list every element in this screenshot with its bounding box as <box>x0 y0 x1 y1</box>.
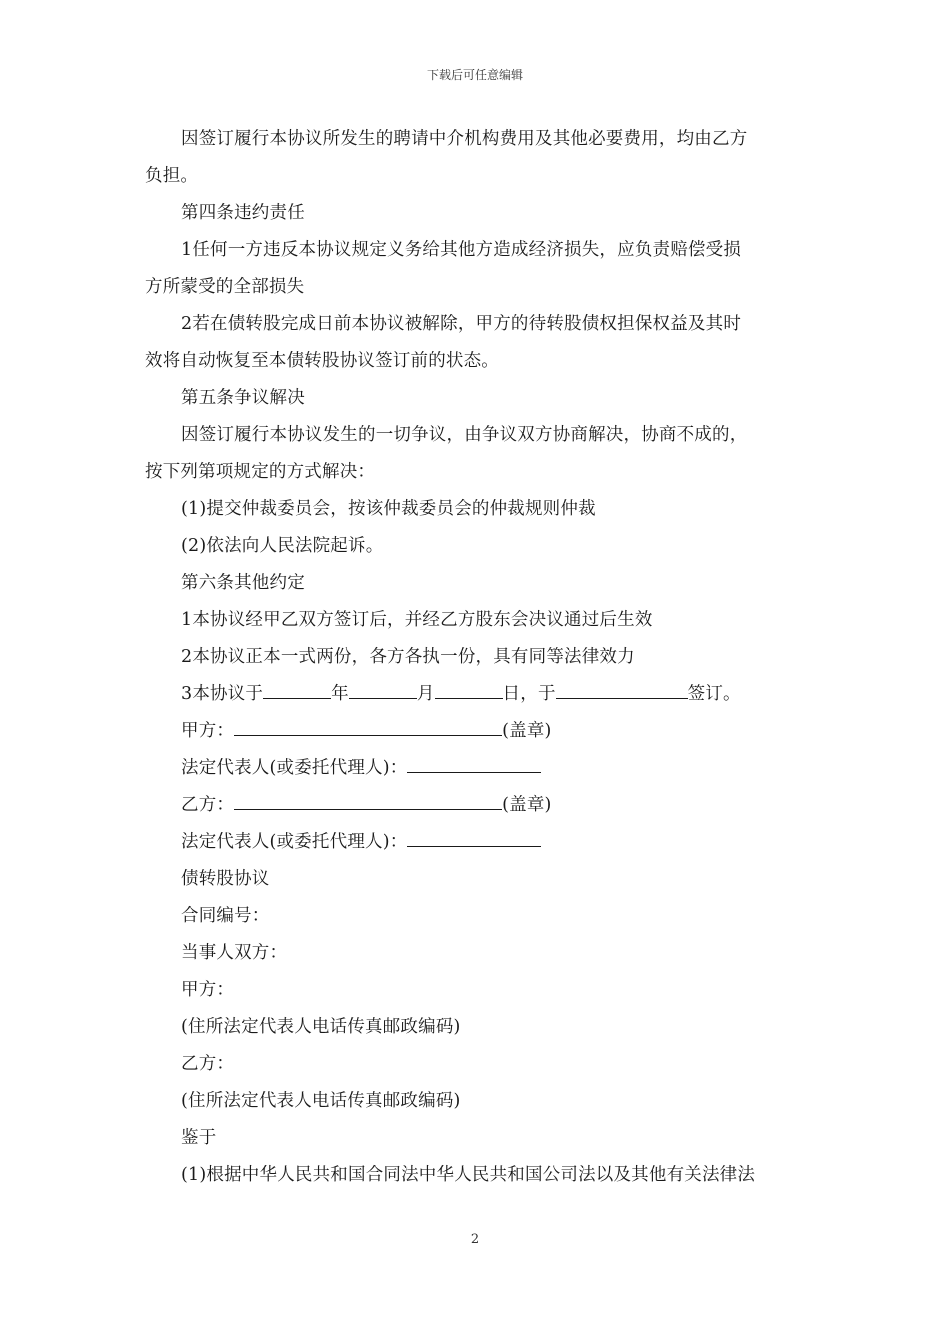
document-title: 债转股协议 <box>181 869 270 889</box>
paragraph-line: 2本协议正本一式两份，各方各执一份，具有同等法律效力 <box>181 647 635 667</box>
rep-b-blank <box>407 824 541 847</box>
place-blank <box>556 676 688 699</box>
paragraph-line: 负担。 <box>145 166 199 186</box>
paragraph-line: 方所蒙受的全部损失 <box>145 277 305 297</box>
paragraph-line: 1本协议经甲乙双方签订后，并经乙方股东会决议通过后生效 <box>181 610 653 630</box>
paragraph-line: 效将自动恢复至本债转股协议签订前的状态。 <box>145 351 499 371</box>
year-blank <box>263 676 331 699</box>
signing-prefix: 3本协议于 <box>181 684 264 704</box>
page-number: 2 <box>470 1232 480 1247</box>
party-b-label: 乙方： <box>181 1054 235 1074</box>
paragraph-line: 1任何一方违反本协议规定义务给其他方造成经济损失，应负责赔偿受损 <box>181 240 742 260</box>
party-b-signature-line <box>145 787 815 824</box>
signing-suffix: 签订。 <box>687 684 741 704</box>
party-a-label: 甲方： <box>181 721 235 741</box>
party-a-signature-line <box>145 713 815 750</box>
party-a-seal: (盖章) <box>502 721 552 741</box>
rep-b-signature-line <box>145 824 815 861</box>
paragraph-line: 因签订履行本协议发生的一切争议，由争议双方协商解决，协商不成的， <box>181 425 748 445</box>
section-heading: 第五条争议解决 <box>181 388 305 408</box>
whereas-label: 鉴于 <box>181 1128 217 1148</box>
document-body <box>145 121 815 1194</box>
contract-number-label: 合同编号： <box>181 906 270 926</box>
party-a-label: 甲方： <box>181 980 235 1000</box>
day-blank <box>435 676 503 699</box>
rep-a-signature-line <box>145 750 815 787</box>
paragraph-line: 因签订履行本协议所发生的聘请中介机构费用及其他必要费用，均由乙方 <box>181 129 748 149</box>
party-b-details: (住所法定代表人电话传真邮政编码) <box>181 1091 461 1111</box>
rep-a-blank <box>407 750 541 773</box>
party-b-seal: (盖章) <box>502 795 552 815</box>
party-a-details: (住所法定代表人电话传真邮政编码) <box>181 1017 461 1037</box>
section-heading: 第四条违约责任 <box>181 203 305 223</box>
rep-a-label: 法定代表人(或委托代理人)： <box>181 758 408 778</box>
list-item: (2)依法向人民法院起诉。 <box>181 536 384 556</box>
party-b-label: 乙方： <box>181 795 235 815</box>
list-item: (1)提交仲裁委员会，按该仲裁委员会的仲裁规则仲裁 <box>181 499 596 519</box>
month-label: 月 <box>416 684 435 704</box>
month-blank <box>349 676 417 699</box>
page-header: 下载后可任意编辑 <box>426 68 523 82</box>
parties-label: 当事人双方： <box>181 943 288 963</box>
paragraph-line: 2若在债转股完成日前本协议被解除，甲方的待转股债权担保权益及其时 <box>181 314 742 334</box>
whereas-item: (1)根据中华人民共和国合同法中华人民共和国公司法以及其他有关法律法 <box>181 1165 756 1185</box>
party-a-blank <box>234 713 502 736</box>
party-b-blank <box>234 787 502 810</box>
section-heading: 第六条其他约定 <box>181 573 305 593</box>
paragraph-line: 按下列第项规定的方式解决： <box>145 462 376 482</box>
signing-date-line <box>145 676 815 713</box>
year-label: 年 <box>331 684 349 704</box>
day-label: 日，于 <box>502 684 556 704</box>
rep-b-label: 法定代表人(或委托代理人)： <box>181 832 408 852</box>
